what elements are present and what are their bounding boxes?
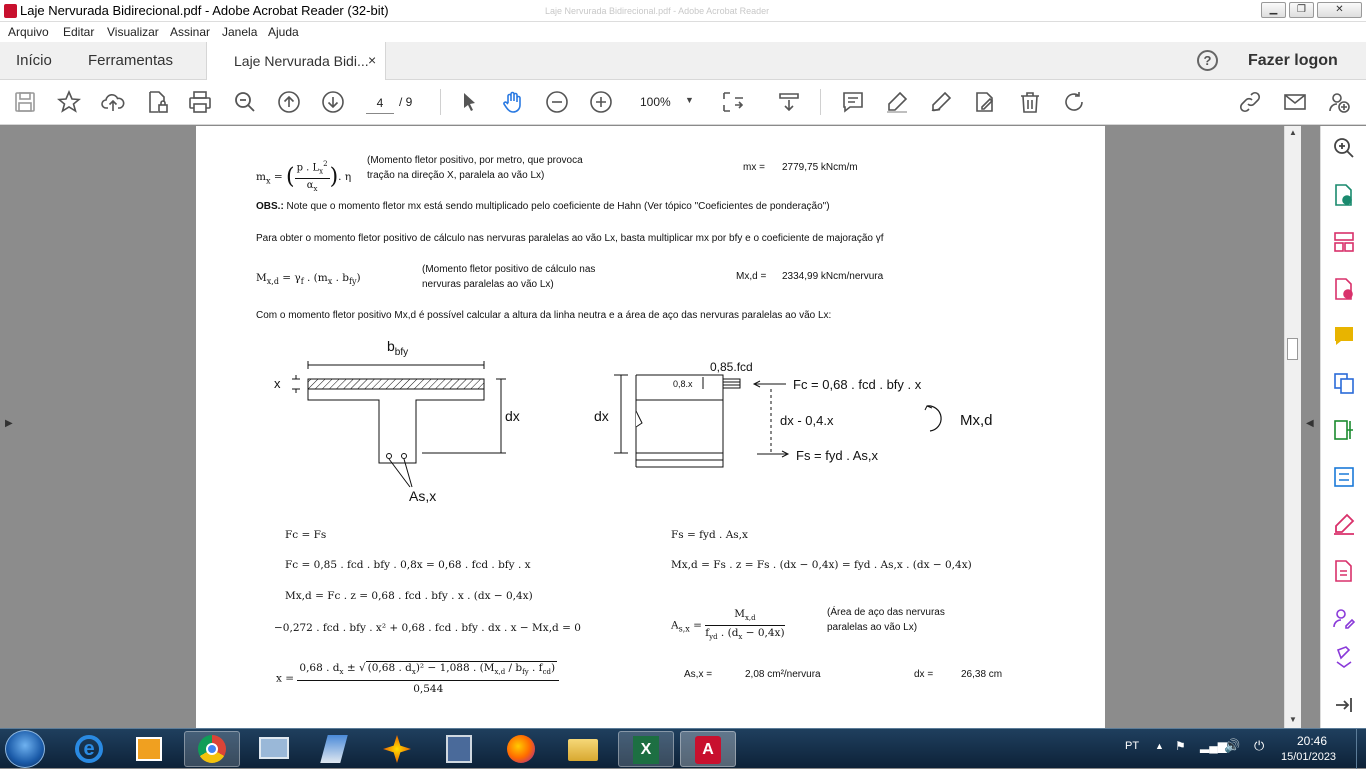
document-lock-icon[interactable] — [145, 90, 169, 114]
menu-janela[interactable]: Janela — [222, 25, 258, 39]
acrobat-icon: A — [695, 736, 721, 764]
label-08x: 0,8.x — [673, 379, 693, 389]
zoom-in-icon[interactable] — [589, 90, 613, 114]
toolbar — [0, 80, 1366, 125]
label-asx: As,x — [409, 488, 437, 504]
clock-date[interactable]: 15/01/2023 — [1281, 751, 1337, 763]
taskbar-media-player[interactable] — [122, 731, 178, 767]
taskbar-explorer[interactable] — [556, 731, 612, 767]
save-icon[interactable] — [13, 90, 37, 114]
tools-side-panel — [1320, 126, 1366, 728]
combine-files-icon[interactable] — [1332, 371, 1356, 395]
menu-ajuda[interactable]: Ajuda — [268, 25, 299, 39]
comment-icon[interactable] — [841, 90, 865, 114]
network-signal-icon[interactable]: ▂▄▆ — [1200, 739, 1227, 753]
obs-paragraph — [256, 201, 830, 212]
menu-arquivo[interactable]: Arquivo — [8, 25, 49, 39]
hand-tool-icon[interactable] — [501, 90, 525, 114]
fill-sign-icon[interactable] — [1332, 512, 1356, 536]
mx-label: mx = — [743, 162, 765, 173]
mx-description-line2: tração na direção X, paralela ao vão Lx) — [367, 170, 545, 181]
obs-text: Note que o momento fletor mx está sendo multiplicado pelo coeficiente de Hahn (Ver tópico "Coeficientes de ponderação") — [283, 201, 830, 212]
close-tab-icon[interactable]: × — [368, 52, 377, 68]
select-cursor-icon[interactable] — [457, 90, 481, 114]
zoom-out-icon[interactable] — [545, 90, 569, 114]
equation-fs: Fs = fyd . As,x — [671, 529, 748, 541]
result-asx-value: 2,08 cm²/nervura — [745, 669, 821, 680]
clock-time[interactable]: 20:46 — [1297, 734, 1328, 748]
computer-icon — [259, 737, 289, 759]
maximize-button[interactable]: ❐ — [1289, 2, 1314, 18]
print-icon[interactable] — [188, 90, 212, 114]
formula-x-denominator: 0,544 — [413, 683, 444, 696]
chrome-icon — [198, 735, 226, 763]
tab-document-label: Laje Nervurada Bidi... — [234, 53, 369, 69]
page-number-input[interactable]: 4 — [366, 92, 394, 114]
label-dx-right: dx — [594, 408, 609, 424]
menu-assinar[interactable]: Assinar — [170, 25, 211, 39]
close-window-button[interactable]: ✕ — [1317, 2, 1362, 18]
label-dx: dx — [505, 408, 520, 424]
obs-label: OBS.: — [256, 201, 284, 212]
next-page-icon[interactable] — [321, 90, 345, 114]
add-user-icon[interactable] — [1327, 90, 1351, 114]
trash-icon[interactable] — [1018, 90, 1042, 114]
tab-bar — [0, 42, 1366, 80]
export-pdf-icon[interactable] — [1332, 183, 1356, 207]
ie-icon: e — [75, 735, 103, 763]
menu-visualizar[interactable]: Visualizar — [107, 25, 159, 39]
highlight-pen-icon[interactable] — [885, 90, 909, 114]
login-button[interactable]: Fazer logon — [1248, 52, 1338, 69]
zoom-search-icon[interactable] — [233, 90, 257, 114]
acrobat-app-icon — [4, 4, 17, 18]
taskbar-video[interactable] — [432, 731, 488, 767]
formula-asx: $A_{s,x}$ = $M_{x,d}$ $f_{yd}$ . $(d_x - 0,4x)$ — [671, 608, 785, 642]
taskbar-scanner[interactable] — [308, 731, 364, 767]
tray-expand-icon[interactable]: ▲ — [1155, 741, 1164, 751]
mxd-value: 2334,99 kNcm/nervura — [782, 271, 884, 282]
email-icon[interactable] — [1283, 90, 1307, 114]
result-asx-label: As,x = — [684, 669, 713, 680]
page-total: / 9 — [399, 95, 413, 109]
windows-taskbar — [0, 728, 1366, 768]
label-lever-arm: dx - 0,4.x — [780, 413, 834, 428]
create-pdf-icon[interactable] — [1332, 277, 1356, 301]
zoom-search-icon[interactable] — [1332, 136, 1356, 160]
tab-inicio[interactable]: Início — [16, 52, 52, 69]
tab-document[interactable] — [206, 42, 386, 81]
organize-pages-icon[interactable] — [1332, 230, 1356, 254]
taskbar-firefox[interactable] — [494, 731, 550, 767]
scanner-icon — [320, 735, 348, 763]
zoom-level[interactable]: 100% — [640, 95, 671, 109]
power-icon[interactable]: ⏻ — [1254, 738, 1265, 753]
flag-icon[interactable]: ⚑ — [1175, 739, 1186, 753]
taskbar-game[interactable] — [370, 731, 426, 767]
help-icon[interactable]: ? — [1197, 50, 1218, 71]
minimize-button[interactable]: ▁ — [1261, 2, 1286, 18]
equation-fc: Fc = 0,85 . fcd . bfy . 0,8x = 0,68 . fcd . bfy . x — [285, 559, 531, 571]
scroll-up-icon[interactable]: ▲ — [1289, 128, 1297, 137]
tab-ferramentas[interactable]: Ferramentas — [88, 52, 174, 69]
edit-text-icon[interactable] — [973, 90, 997, 114]
label-x: x — [274, 376, 281, 391]
convert-pdf-icon[interactable] — [1332, 465, 1356, 489]
equation-quadratic: −0,272 . fcd . bfy . x² + 0,68 . fcd . bfy . dx . x − Mx,d = 0 — [274, 622, 581, 634]
scroll-mode-icon[interactable] — [777, 90, 801, 114]
pdf-page — [196, 126, 1105, 728]
draw-icon[interactable] — [929, 90, 953, 114]
excel-icon: X — [633, 736, 659, 764]
label-bfy-text: bfy — [394, 346, 409, 358]
mx-description-line1: (Momento fletor positivo, por metro, que provoca — [367, 155, 583, 166]
taskbar-excel[interactable] — [618, 731, 674, 767]
menu-editar[interactable]: Editar — [63, 25, 95, 39]
media-icon — [136, 737, 162, 761]
collapse-panel-icon[interactable] — [1332, 693, 1356, 717]
toolbar-divider — [820, 89, 821, 115]
title-bar — [0, 0, 1366, 22]
result-dx-label: dx = — [914, 669, 934, 680]
formula-mx: $m_x$ = ( $\frac{p . L_x^2}{\alpha_x}$ ). η — [256, 160, 352, 194]
upload-cloud-icon[interactable] — [101, 90, 125, 114]
scrollbar-thumb[interactable] — [1287, 338, 1298, 360]
paragraph-1: Para obter o momento fletor positivo de cálculo nas nervuras paralelas ao vão Lx, basta multiplicar mx por bfy e o coeficiente de majoração γf — [256, 233, 884, 244]
label-fs-equation: Fs = fyd . As,x — [796, 448, 878, 463]
paragraph-2: Com o momento fletor positivo Mx,d é possível calcular a altura da linha neutra e a área de aço das nervuras paralelas ao vão Lx: — [256, 310, 832, 321]
window-title: Laje Nervurada Bidirecional.pdf - Adobe Acrobat Reader (32-bit) — [20, 3, 389, 18]
scroll-down-icon[interactable]: ▼ — [1289, 715, 1297, 724]
film-icon — [446, 735, 472, 763]
compress-pdf-icon[interactable] — [1332, 418, 1356, 442]
label-mxd: Mx,d — [960, 412, 993, 429]
taskbar-acrobat[interactable] — [680, 731, 736, 767]
left-panel-toggle-icon[interactable]: ▶ — [5, 418, 13, 429]
window-ghost-title: Laje Nervurada Bidirecional.pdf - Adobe Acrobat Reader — [545, 6, 770, 16]
mxd-description-line2: nervuras paralelas ao vão Lx) — [422, 279, 554, 290]
menu-bar — [0, 22, 1366, 42]
comment-tool-icon[interactable] — [1332, 324, 1356, 348]
rotate-icon[interactable] — [1062, 90, 1086, 114]
folder-icon — [568, 739, 598, 761]
toolbar-divider — [440, 89, 441, 115]
label-bfy: $b_{bfy}$ — [387, 338, 409, 358]
taskbar-network[interactable] — [246, 731, 302, 767]
star-burst-icon — [383, 735, 411, 763]
request-signature-icon[interactable] — [1332, 606, 1356, 630]
taskbar-chrome[interactable] — [184, 731, 240, 767]
show-desktop-button[interactable] — [1356, 729, 1366, 769]
asx-description-line2: paralelas ao vão Lx) — [827, 622, 918, 633]
label-fcd: 0,85.fcd — [710, 360, 753, 374]
right-panel-toggle-icon[interactable]: ◀ — [1306, 418, 1314, 429]
protect-pdf-icon[interactable] — [1332, 559, 1356, 583]
more-tools-icon[interactable] — [1332, 644, 1356, 668]
taskbar-internet-explorer[interactable] — [61, 731, 117, 767]
formula-mxd: $M_{x,d} = \gamma_f$ . ($m_x$ . $b_{fy}$) — [256, 272, 361, 287]
chevron-down-icon[interactable]: ▼ — [685, 95, 694, 105]
vertical-scrollbar[interactable] — [1284, 126, 1301, 728]
start-button[interactable] — [5, 730, 45, 768]
asx-description-line1: (Área de aço das nervuras — [827, 607, 945, 618]
star-icon[interactable] — [57, 90, 81, 114]
mxd-description-line1: (Momento fletor positivo de cálculo nas — [422, 264, 596, 275]
formula-x-root: x = 0,68 . $d_x$ ± √ (0,68 . $d_x)^2 - 1,088$ . ($M_{x,d} / b_{fy}$ . $f_{cd}$) 0,544 — [276, 660, 559, 697]
equation-mxd-steel: Mx,d = Fs . z = Fs . (dx − 0,4x) = fyd . As,x . (dx − 0,4x) — [671, 559, 972, 571]
mx-value: 2779,75 kNcm/m — [782, 162, 858, 173]
previous-page-icon[interactable] — [277, 90, 301, 114]
volume-icon[interactable]: 🔊 — [1224, 738, 1241, 753]
share-link-icon[interactable] — [1238, 90, 1262, 114]
equation-mxd-moment: Mx,d = Fc . z = 0,68 . fcd . bfy . x . (dx − 0,4x) — [285, 590, 533, 602]
page-fit-icon[interactable] — [721, 90, 745, 114]
language-indicator[interactable]: PT — [1125, 740, 1140, 752]
firefox-icon — [507, 735, 535, 763]
equation-fc-equals-fs: Fc = Fs — [285, 529, 327, 541]
mxd-label: Mx,d = — [736, 271, 767, 282]
label-fc-equation: Fc = 0,68 . fcd . bfy . x — [793, 377, 922, 392]
result-dx-value: 26,38 cm — [961, 669, 1003, 680]
